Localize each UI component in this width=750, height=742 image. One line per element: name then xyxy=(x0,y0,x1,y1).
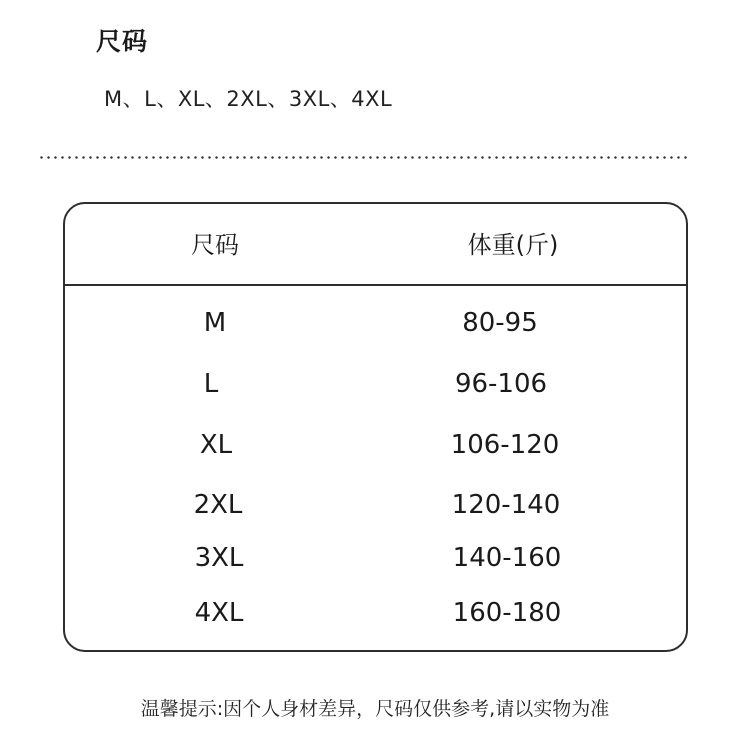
row-size-m: M xyxy=(203,308,227,338)
row-size-xl: XL xyxy=(199,430,233,460)
row-weight-m: 80-95 xyxy=(462,308,538,338)
size-disclaimer-note: 温馨提示:因个人身材差异，尺码仅供参考,请以实物为准 xyxy=(140,698,610,720)
row-weight-4xl: 160-180 xyxy=(452,598,562,628)
available-sizes-text: M、L、XL、2XL、3XL、4XL xyxy=(104,87,393,111)
header-weight: 体重(斤) xyxy=(467,231,559,259)
row-size-4xl: 4XL xyxy=(194,598,244,628)
dotted-divider xyxy=(38,156,690,159)
row-weight-3xl: 140-160 xyxy=(452,543,562,573)
page-title: 尺码 xyxy=(96,27,149,56)
size-chart-table xyxy=(63,202,688,652)
row-weight-xl: 106-120 xyxy=(450,430,560,460)
row-size-2xl: 2XL xyxy=(193,490,243,520)
header-divider xyxy=(65,284,686,286)
row-weight-l: 96-106 xyxy=(454,369,548,399)
header-size: 尺码 xyxy=(191,231,239,259)
row-size-3xl: 3XL xyxy=(194,543,244,573)
row-size-l: L xyxy=(203,369,219,399)
row-weight-2xl: 120-140 xyxy=(451,490,561,520)
